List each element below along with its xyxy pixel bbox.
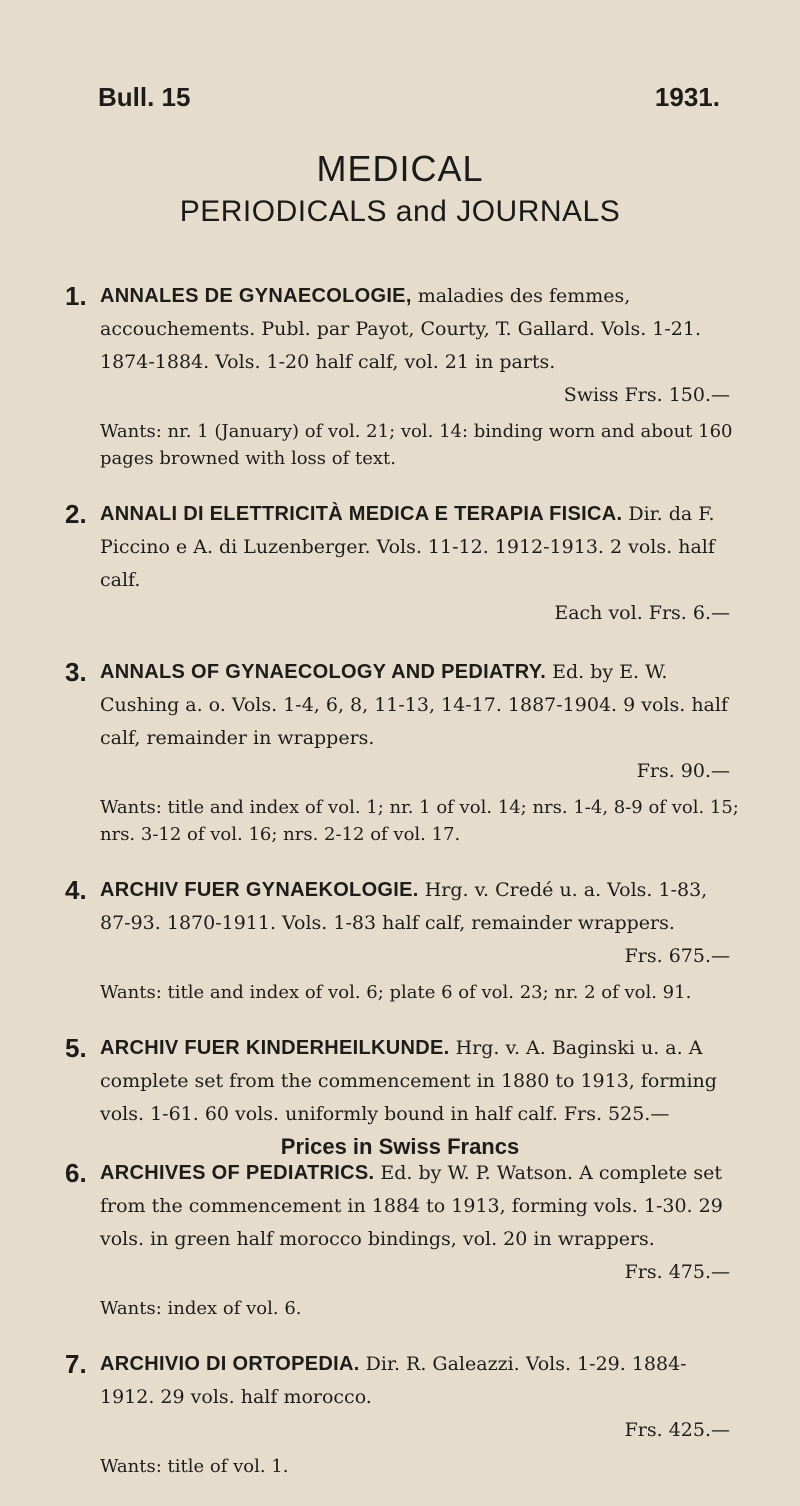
- entry-heading: ARCHIVIO DI ORTOPEDIA.: [100, 1353, 360, 1375]
- entry-price: Swiss Frs. 150.—: [563, 384, 730, 406]
- entry-wants: Wants: nr. 1 (January) of vol. 21; vol. 14: binding worn and about 160 pages browned with loss of text.: [100, 421, 733, 469]
- entry-body: [100, 1032, 740, 1131]
- entry-number: 3.: [65, 657, 87, 687]
- entry-number: 6.: [65, 1158, 87, 1188]
- entry-body: [100, 656, 740, 788]
- entry-number: 5.: [65, 1033, 87, 1063]
- entry-description: Dir. da F. Piccino e A. di Luzenberger. Vols. 11-12. 1912-1913. 2 vols. half calf.: [100, 503, 715, 591]
- entry-list: [65, 280, 740, 1506]
- entry-heading: ANNALES DE GYNAECOLOGIE,: [100, 285, 412, 307]
- entry-wants: Wants: index of vol. 6.: [100, 1298, 302, 1319]
- entry-body: [100, 280, 740, 412]
- page-header: [98, 82, 750, 122]
- entry-number: 2.: [65, 499, 87, 529]
- entry-price: Frs. 675.—: [624, 945, 730, 967]
- entry-description: Dir. R. Galeazzi. Vols. 1-29. 1884-1912. 29 vols. half morocco.: [100, 1353, 687, 1408]
- entry-number: 4.: [65, 875, 87, 905]
- entry-body: [100, 874, 740, 973]
- page-title-line1: MEDICAL: [316, 148, 484, 189]
- entry-price: Frs. 475.—: [624, 1261, 730, 1283]
- entry-number: 7.: [65, 1349, 87, 1379]
- entry-heading: ARCHIV FUER KINDERHEILKUNDE.: [100, 1037, 450, 1059]
- bulletin-number: Bull. 15: [98, 82, 191, 112]
- entry-heading: ANNALS OF GYNAECOLOGY AND PEDIATRY.: [100, 661, 547, 683]
- entry-heading: ARCHIV FUER GYNAEKOLOGIE.: [100, 879, 419, 901]
- entry-body: [100, 1348, 740, 1447]
- entry-description: Hrg. v. Credé u. a. Vols. 1-83, 87-93. 1870-1911. Vols. 1-83 half calf, remainder wrappers.: [100, 879, 708, 934]
- entry-wants: Wants: title and index of vol. 6; plate 6 of vol. 23; nr. 2 of vol. 91.: [100, 982, 692, 1003]
- entry-body: [100, 498, 740, 630]
- entry-description: Ed. by E. W. Cushing a. o. Vols. 1-4, 6, 8, 11-13, 14-17. 1887-1904. 9 vols. half calf, remainder in wrappers.: [100, 661, 728, 749]
- catalogue-entry: [65, 656, 740, 848]
- entry-wants: Wants: title of vol. 1.: [100, 1456, 289, 1477]
- entry-price: Frs. 425.—: [624, 1419, 730, 1441]
- entry-price: Each vol. Frs. 6.—: [554, 602, 730, 624]
- catalogue-entry: [65, 280, 740, 472]
- bulletin-year: 1931.: [654, 82, 720, 112]
- entry-number: 1.: [65, 281, 87, 311]
- catalogue-entry: [65, 1348, 740, 1480]
- entry-body: [100, 1157, 740, 1289]
- footer-note: Prices in Swiss Francs: [280, 1134, 520, 1159]
- page-title-line2: PERIODICALS and JOURNALS: [179, 195, 621, 228]
- entry-description: Hrg. v. A. Baginski u. a. A complete set from the commencement in 1880 to 1913, forming vols. 1-61. 60 vols. uniformly bound in half calf. Frs. 525.—: [100, 1037, 717, 1125]
- entry-heading: ANNALI DI ELETTRICITÀ MEDICA E TERAPIA FISICA.: [100, 503, 623, 525]
- catalogue-entry: [65, 1032, 740, 1131]
- entry-description: maladies des femmes, accouchements. Publ. par Payot, Courty, T. Gallard. Vols. 1-21. 1874-1884. Vols. 1-20 half calf, vol. 21 in parts.: [100, 285, 702, 373]
- catalogue-entry: [65, 1157, 740, 1322]
- catalogue-entry: [65, 874, 740, 1006]
- catalogue-entry: [65, 498, 740, 630]
- entry-description: Ed. by W. P. Watson. A complete set from the commencement in 1884 to 1913, forming vols. 1-30. 29 vols. in green half morocco bindings, vol. 20 in wrappers.: [100, 1162, 723, 1250]
- entry-heading: ARCHIVES OF PEDIATRICS.: [100, 1162, 375, 1184]
- entry-wants: Wants: title and index of vol. 1; nr. 1 of vol. 14; nrs. 1-4, 8-9 of vol. 15; nrs. 3-12 of vol. 16; nrs. 2-12 of vol. 17.: [100, 797, 739, 845]
- entry-price: Frs. 90.—: [636, 760, 730, 782]
